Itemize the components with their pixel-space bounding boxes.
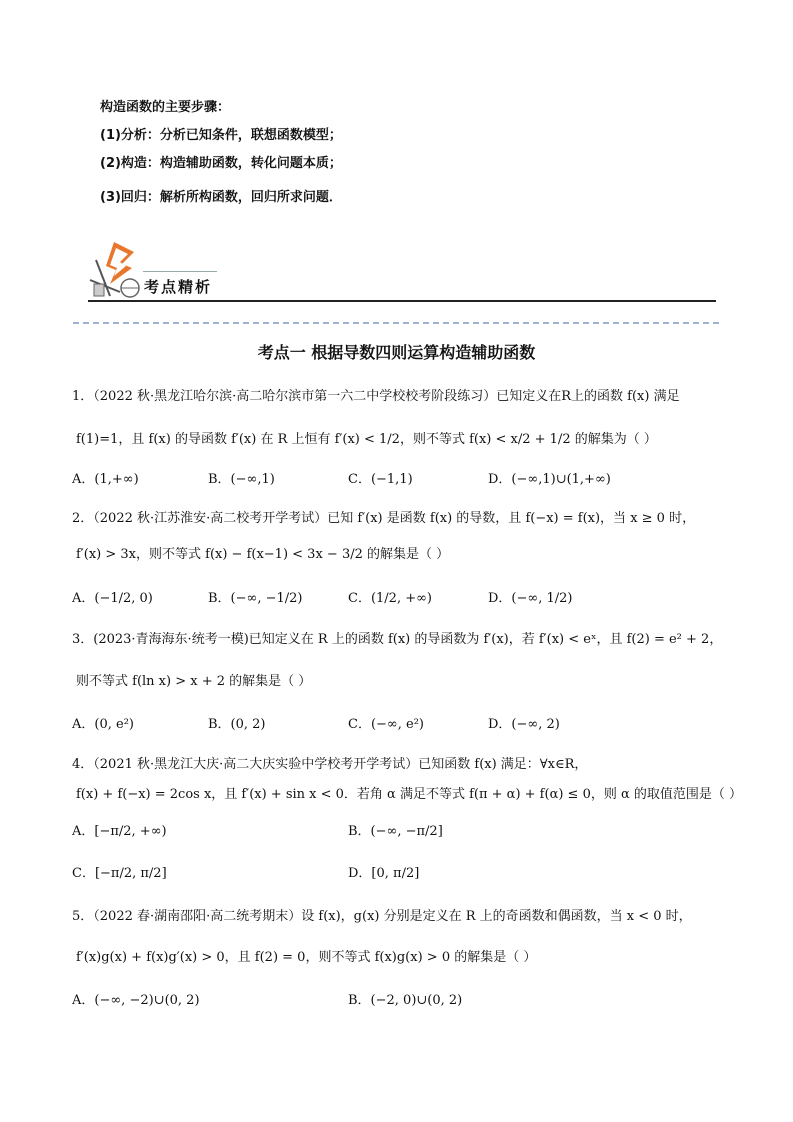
q1-option-a: A．(1,+∞) bbox=[72, 472, 139, 487]
q2-option-c: C．(1/2, +∞) bbox=[348, 591, 432, 606]
q5-stem-line2: f′(x)g(x) + f(x)g′(x) > 0，且 f(2) = 0，则不等式 f(x)g(x) > 0 的解集是（ ） bbox=[76, 950, 537, 965]
q2-option-d: D．(−∞, 1/2) bbox=[488, 591, 573, 606]
step-return: (3)回归：解析所构函数，回归所求问题． bbox=[100, 190, 342, 205]
divider-dashed bbox=[73, 322, 719, 324]
step-construct: (2)构造：构造辅助函数，转化问题本质； bbox=[100, 156, 342, 171]
q3-stem-line2: 则不等式 f(ln x) > x + 2 的解集是（ ） bbox=[76, 674, 312, 689]
q3-stem-line1: 3．(2023·青海海东·统考一模)已知定义在 R 上的函数 f(x) 的导函数为 f′(x)，若 f′(x) < eˣ，且 f(2) = e² + 2， bbox=[72, 632, 723, 647]
q2-stem-line2: f′(x) > 3x，则不等式 f(x) − f(x−1) < 3x − 3/2 的解集是（ ） bbox=[76, 547, 450, 562]
q4-option-c: C．[−π/2, π/2] bbox=[72, 866, 167, 881]
q4-option-a: A．[−π/2, +∞) bbox=[72, 824, 167, 839]
q1-stem-line2: f(1)=1，且 f(x) 的导函数 f′(x) 在 R 上恒有 f′(x) < 1/2，则不等式 f(x) < x/2 + 1/2 的解集为（ ） bbox=[76, 432, 657, 447]
step-analyze: (1)分析：分析已知条件，联想函数模型； bbox=[100, 128, 342, 143]
drafting-tools-icon bbox=[86, 240, 146, 300]
q3-option-a: A．(0, e²) bbox=[72, 717, 134, 732]
topic-title: 考点一 根据导数四则运算构造辅助函数 bbox=[257, 343, 536, 362]
q1-option-b: B．(−∞,1) bbox=[208, 472, 275, 487]
section-banner-label: 考点精析 bbox=[144, 278, 213, 296]
q5-stem-line1: 5．（2022 春·湖南邵阳·高二统考期末）设 f(x)，g(x) 分别是定义在 R 上的奇函数和偶函数，当 x < 0 时， bbox=[72, 909, 692, 924]
q5-option-b: B．(−2, 0)∪(0, 2) bbox=[348, 993, 463, 1008]
banner-underline bbox=[88, 300, 716, 302]
q1-option-d: D．(−∞,1)∪(1,+∞) bbox=[488, 472, 611, 487]
q2-option-b: B．(−∞, −1/2) bbox=[208, 591, 303, 606]
q3-option-d: D．(−∞, 2) bbox=[488, 717, 560, 732]
q4-stem-line1: 4．（2021 秋·黑龙江大庆·高二大庆实验中学校考开学考试）已知函数 f(x) 满足：∀x∈R， bbox=[72, 757, 588, 772]
banner-accent-line bbox=[143, 271, 217, 272]
q2-stem-line1: 2．（2022 秋·江苏淮安·高二校考开学考试）已知 f′(x) 是函数 f(x) 的导数，且 f(−x) = f(x)，当 x ≥ 0 时， bbox=[72, 511, 696, 526]
q4-option-d: D．[0, π/2] bbox=[348, 866, 420, 881]
q5-option-a: A．(−∞, −2)∪(0, 2) bbox=[72, 993, 200, 1008]
q4-stem-line2: f(x) + f(−x) = 2cos x，且 f′(x) + sin x < 0．若角 α 满足不等式 f(π + α) + f(α) ≤ 0，则 α 的取值范围是（ ） bbox=[76, 787, 743, 802]
q2-option-a: A．(−1/2, 0) bbox=[72, 591, 153, 606]
steps-heading: 构造函数的主要步骤： bbox=[100, 100, 231, 115]
q3-option-b: B．(0, 2) bbox=[208, 717, 266, 732]
q1-stem-line1: 1．（2022 秋·黑龙江哈尔滨·高二哈尔滨市第一六二中学校校考阶段练习）已知定义在R上的函数 f(x) 满足 bbox=[72, 389, 680, 404]
q3-option-c: C．(−∞, e²) bbox=[348, 717, 424, 732]
q4-option-b: B．(−∞, −π/2] bbox=[348, 824, 443, 839]
q1-option-c: C．(−1,1) bbox=[348, 472, 413, 487]
